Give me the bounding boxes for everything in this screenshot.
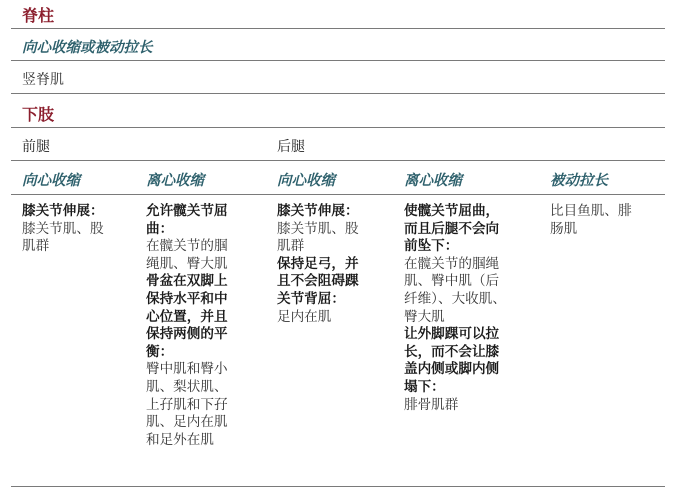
cell-line: 纤维）、大收肌、	[404, 290, 506, 307]
rule	[11, 194, 665, 195]
cell-line: 臀大肌	[404, 308, 445, 325]
col-passive-stretch: 被动拉长	[550, 173, 608, 189]
col-concentric-front: 向心收缩	[22, 173, 80, 189]
cell-line: 膝关节肌、股	[22, 220, 104, 237]
cell-line: 肌、梨状肌、	[146, 378, 228, 395]
cell-line: 盖内侧或脚内侧	[404, 361, 500, 378]
cell-line: 曲：	[146, 220, 174, 237]
cell-line: 塌下：	[404, 378, 445, 395]
cell-line: 关节背屈：	[277, 290, 345, 307]
cell-line: 肌、臀中肌（后	[404, 273, 500, 290]
cell-line: 绳肌、臀大肌	[146, 255, 228, 272]
col-concentric-back: 向心收缩	[277, 173, 335, 189]
cell-line: 在髋关节的腘	[146, 238, 228, 255]
rule	[11, 160, 665, 161]
cell-line: 臀中肌和臀小	[146, 361, 228, 378]
col-eccentric-front: 离心收缩	[146, 173, 204, 189]
cell-line: 骨盆在双脚上	[146, 273, 228, 290]
cell-line: 肌群	[277, 238, 305, 255]
section-spine-heading: 脊柱	[22, 6, 55, 25]
cell-line: 和足外在肌	[146, 431, 214, 448]
cell-front-concentric	[22, 203, 104, 256]
cell-line: 心位置，并且	[146, 308, 228, 325]
cell-line: 保持两侧的平	[146, 326, 228, 343]
section-lower-limb-heading: 下肢	[22, 105, 55, 124]
rule	[11, 60, 665, 61]
cell-line: 上孖肌和下孖	[146, 396, 228, 413]
cell-back-concentric	[277, 203, 359, 326]
back-thigh-header: 后腿	[277, 139, 305, 155]
spine-muscle: 竖脊肌	[22, 72, 64, 88]
cell-line: 让外脚踝可以拉	[404, 326, 500, 343]
front-thigh-header: 前腿	[22, 139, 50, 155]
cell-line: 肌、足内在肌	[146, 414, 228, 431]
cell-line: 比目鱼肌、腓	[550, 203, 632, 219]
cell-line: 保持水平和中	[146, 290, 228, 307]
rule	[11, 127, 665, 128]
rule	[11, 93, 665, 94]
col-eccentric-back: 离心收缩	[404, 173, 462, 189]
rule	[11, 28, 665, 29]
cell-back-eccentric	[404, 203, 506, 414]
spine-subheading: 向心收缩或被动拉长	[22, 40, 153, 56]
cell-line: 膝关节肌、股	[277, 220, 359, 237]
cell-line: 腓骨肌群	[404, 396, 459, 413]
cell-line: 膝关节伸展：	[277, 203, 359, 219]
cell-line: 膝关节伸展：	[22, 203, 104, 219]
cell-line: 且不会阻碍踝	[277, 273, 359, 290]
cell-front-eccentric	[146, 203, 228, 449]
cell-line: 而且后腿不会向	[404, 220, 500, 237]
cell-line: 在髋关节的腘绳	[404, 255, 500, 272]
cell-line: 肠肌	[550, 220, 578, 237]
cell-line: 保持足弓，并	[277, 255, 359, 272]
cell-line: 肌群	[22, 238, 50, 255]
cell-line: 前坠下：	[404, 238, 459, 255]
cell-line: 允许髋关节屈	[146, 203, 228, 219]
cell-line: 足内在肌	[277, 308, 332, 325]
cell-passive-stretch	[550, 203, 632, 238]
cell-line: 衡：	[146, 343, 174, 360]
cell-line: 使髋关节屈曲，	[404, 203, 500, 219]
rule	[11, 486, 665, 487]
cell-line: 长，而不会让膝	[404, 343, 500, 360]
